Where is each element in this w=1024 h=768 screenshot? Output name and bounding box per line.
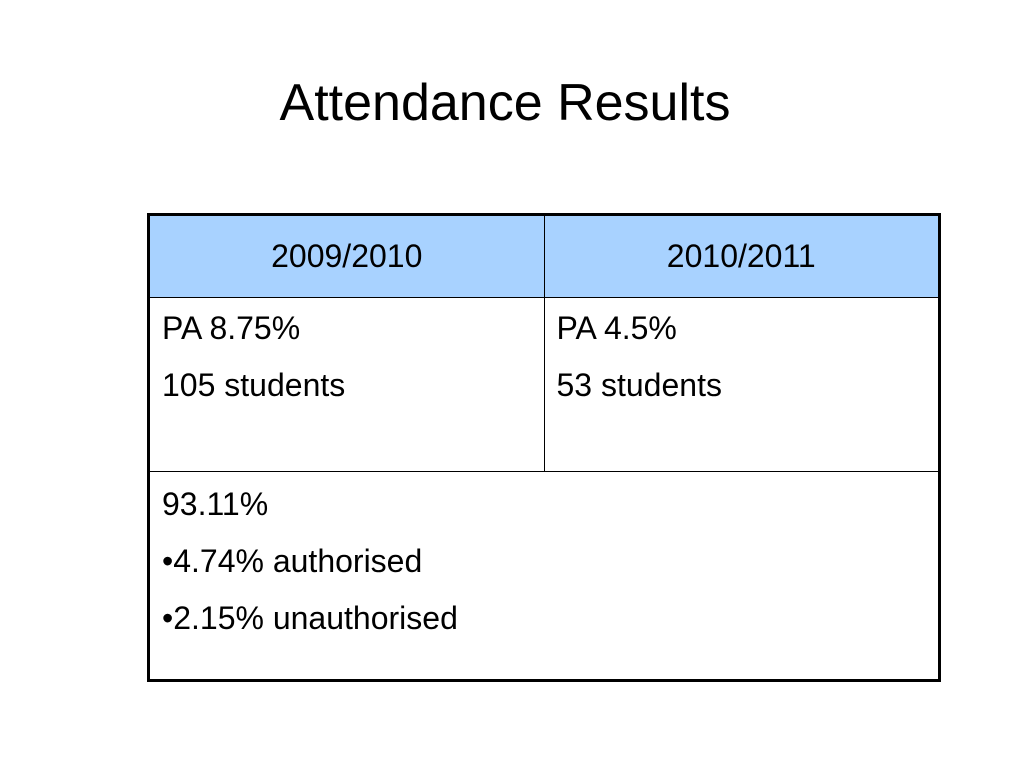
pa-value: PA 8.75% (162, 310, 301, 346)
table-header-row (149, 215, 940, 298)
total-attendance: 93.11% (162, 486, 269, 522)
table-row (149, 472, 940, 681)
list-item: •4.74% authorised (162, 543, 423, 579)
list-item: •2.15% unauthorised (162, 600, 458, 636)
attendance-table (147, 213, 941, 682)
slide-title: Attendance Results (279, 74, 731, 132)
summary-cell (149, 472, 940, 681)
students-count: 105 students (162, 367, 346, 403)
header-2010-2011: 2010/2011 (544, 215, 940, 298)
cell-2009-2010 (149, 298, 545, 472)
pa-value: PA 4.5% (556, 310, 677, 346)
table-row (149, 298, 940, 472)
header-2009-2010: 2009/2010 (149, 215, 545, 298)
students-count: 53 students (556, 367, 722, 403)
cell-2010-2011 (544, 298, 940, 472)
